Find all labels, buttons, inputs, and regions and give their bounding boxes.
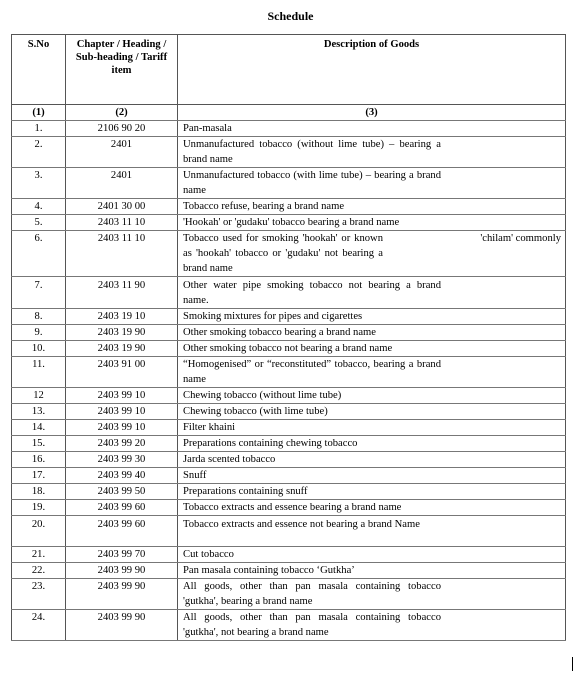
table-row (12, 277, 566, 309)
row-sno: 8. (12, 309, 66, 325)
header-chapter: Chapter / Heading / Sub-heading / Tariff item (66, 35, 178, 105)
row-description: 'Hookah' or 'gudaku' tobacco bearing a brand name (178, 215, 566, 231)
table-row (12, 452, 566, 468)
row-description: Chewing tobacco (without lime tube) (178, 388, 566, 404)
row-code: 2403 11 10 (66, 231, 178, 277)
table-row (12, 547, 566, 563)
row-sno: 4. (12, 199, 66, 215)
row-description: Cut tobacco (178, 547, 566, 563)
row-sno: 16. (12, 452, 66, 468)
row-code: 2403 99 10 (66, 420, 178, 436)
row-sno: 21. (12, 547, 66, 563)
row-code: 2403 19 90 (66, 341, 178, 357)
row-sno: 20. (12, 516, 66, 547)
row-description: Other water pipe smoking tobacco not bearing a brand name. (178, 277, 566, 309)
row-description: Filter khaini (178, 420, 566, 436)
table-row (12, 168, 566, 199)
row-code: 2403 99 10 (66, 388, 178, 404)
row-description: Unmanufactured tobacco (with lime tube) – bearing a brand name (178, 168, 566, 199)
table-row (12, 516, 566, 547)
row-code: 2401 (66, 168, 178, 199)
table-row (12, 357, 566, 388)
row-description-side: 'chilam' commonly (480, 233, 561, 244)
row-description: Pan masala containing tobacco ‘Gutkha’ (178, 563, 566, 579)
schedule-table (11, 34, 566, 641)
row-code: 2401 30 00 (66, 199, 178, 215)
row-code: 2403 99 60 (66, 516, 178, 547)
row-code: 2403 11 90 (66, 277, 178, 309)
table-row (12, 484, 566, 500)
row-sno: 9. (12, 325, 66, 341)
row-sno: 13. (12, 404, 66, 420)
row-code: 2403 11 10 (66, 215, 178, 231)
row-code: 2403 19 90 (66, 325, 178, 341)
row-code: 2403 19 10 (66, 309, 178, 325)
table-row (12, 341, 566, 357)
row-description: Unmanufactured tobacco (without lime tube) – bearing a brand name (178, 137, 566, 168)
row-description: All goods, other than pan masala containing tobacco 'gutkha', not bearing a brand name (178, 610, 566, 641)
table-row (12, 215, 566, 231)
row-sno: 10. (12, 341, 66, 357)
row-description: Pan-masala (178, 121, 566, 137)
table-row (12, 199, 566, 215)
row-sno: 1. (12, 121, 66, 137)
row-description: Snuff (178, 468, 566, 484)
table-row (12, 309, 566, 325)
table-row (12, 579, 566, 610)
row-code: 2403 99 90 (66, 563, 178, 579)
header-row (12, 35, 566, 105)
row-sno: 23. (12, 579, 66, 610)
row-sno: 12 (12, 388, 66, 404)
row-sno: 7. (12, 277, 66, 309)
row-description: “Homogenised” or “reconstituted” tobacco, bearing a brand name (178, 357, 566, 388)
row-sno: 15. (12, 436, 66, 452)
table-row (12, 420, 566, 436)
row-code: 2403 91 00 (66, 357, 178, 388)
row-sno: 18. (12, 484, 66, 500)
row-description: Smoking mixtures for pipes and cigarettes (178, 309, 566, 325)
column-number: (1) (12, 105, 66, 121)
row-code: 2403 99 10 (66, 404, 178, 420)
row-description: Preparations containing chewing tobacco (178, 436, 566, 452)
row-description: Chewing tobacco (with lime tube) (178, 404, 566, 420)
table-row (12, 121, 566, 137)
row-description: Preparations containing snuff (178, 484, 566, 500)
header-sno: S.No (12, 35, 66, 105)
text-cursor (572, 657, 573, 671)
row-code: 2403 99 40 (66, 468, 178, 484)
row-code: 2403 99 90 (66, 579, 178, 610)
table-row (12, 563, 566, 579)
row-description: Tobacco extracts and essence not bearing a brand Name (178, 516, 566, 547)
table-row (12, 231, 566, 277)
row-sno: 22. (12, 563, 66, 579)
column-number: (3) (178, 105, 566, 121)
row-description: Other smoking tobacco bearing a brand name (178, 325, 566, 341)
column-number-row (12, 105, 566, 121)
row-code: 2403 99 70 (66, 547, 178, 563)
row-sno: 6. (12, 231, 66, 277)
row-description: Tobacco refuse, bearing a brand name (178, 199, 566, 215)
row-description: Other smoking tobacco not bearing a brand name (178, 341, 566, 357)
row-code: 2403 99 90 (66, 610, 178, 641)
row-sno: 14. (12, 420, 66, 436)
row-code: 2403 99 30 (66, 452, 178, 468)
row-sno: 2. (12, 137, 66, 168)
row-sno: 11. (12, 357, 66, 388)
row-description: Jarda scented tobacco (178, 452, 566, 468)
table-row (12, 404, 566, 420)
row-code: 2403 99 20 (66, 436, 178, 452)
row-sno: 3. (12, 168, 66, 199)
column-number: (2) (66, 105, 178, 121)
row-description: Tobacco used for smoking 'hookah' or known as 'hookah' tobacco or 'gudaku' not bearing a brand name 'chilam' commonly (178, 231, 566, 277)
row-sno: 24. (12, 610, 66, 641)
table-row (12, 500, 566, 516)
table-row (12, 137, 566, 168)
row-sno: 17. (12, 468, 66, 484)
table-row (12, 436, 566, 452)
table-row (12, 468, 566, 484)
row-sno: 5. (12, 215, 66, 231)
row-description: All goods, other than pan masala containing tobacco 'gutkha', bearing a brand name (178, 579, 566, 610)
row-sno: 19. (12, 500, 66, 516)
row-code: 2403 99 60 (66, 500, 178, 516)
table-row (12, 388, 566, 404)
row-code: 2403 99 50 (66, 484, 178, 500)
row-code: 2106 90 20 (66, 121, 178, 137)
row-code: 2401 (66, 137, 178, 168)
row-description: Tobacco extracts and essence bearing a brand name (178, 500, 566, 516)
table-row (12, 325, 566, 341)
schedule-title: Schedule (267, 9, 314, 23)
header-description: Description of Goods (178, 35, 566, 105)
table-row (12, 610, 566, 641)
